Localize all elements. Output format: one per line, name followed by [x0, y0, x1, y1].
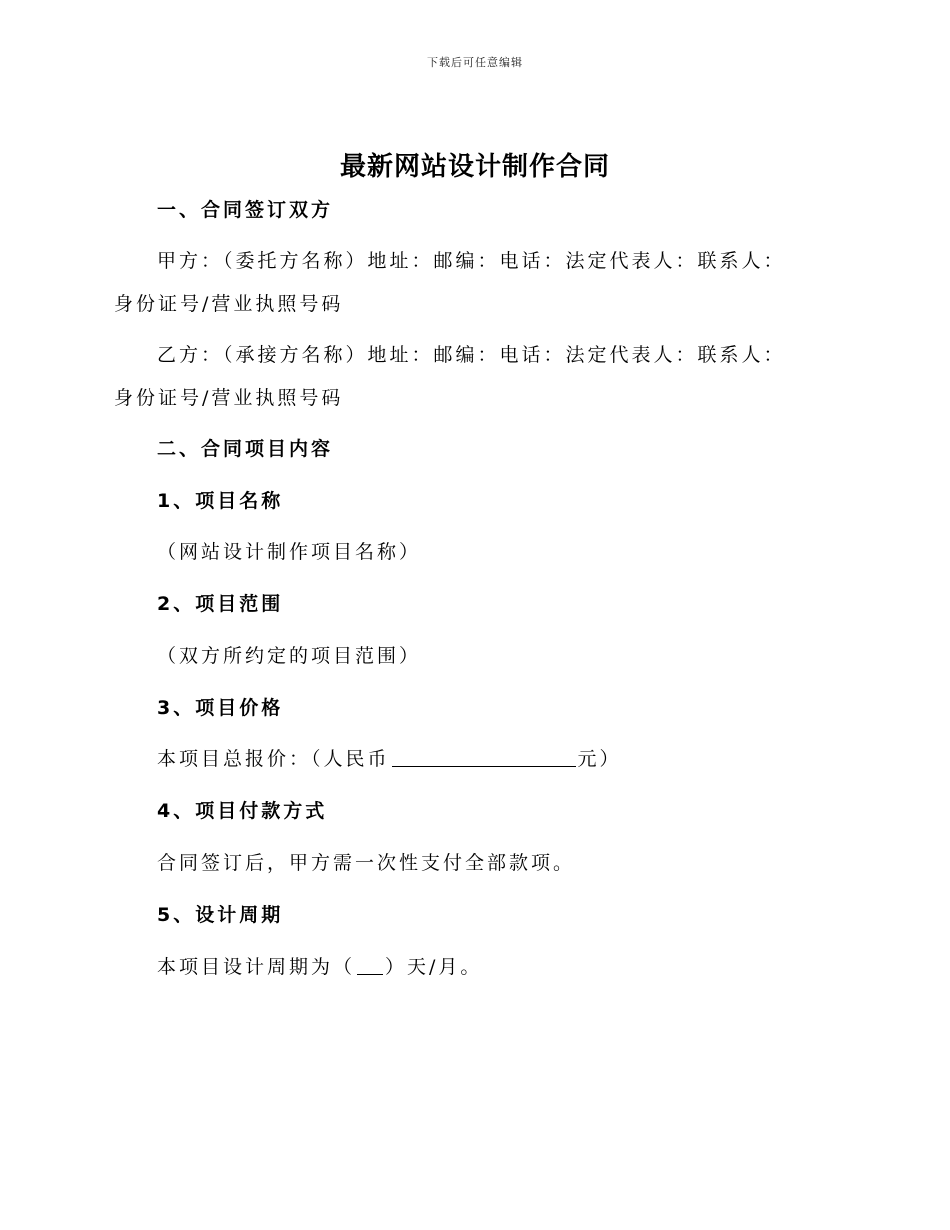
item4-heading: 4、项目付款方式: [157, 800, 328, 822]
item3-text-prefix: 本项目总报价：（人民币: [157, 748, 390, 770]
item3-text-suffix: 元）: [577, 748, 622, 770]
section1-heading: 一、合同签订双方: [157, 199, 334, 221]
header-note: 下载后可任意编辑: [427, 56, 523, 69]
item4-text: 合同签订后，甲方需一次性支付全部款项。: [157, 852, 576, 874]
item2-text: （双方所约定的项目范围）: [157, 645, 422, 667]
item5-text: [157, 952, 482, 979]
party-a-line1: 甲方：（委托方名称）地址：邮编：电话：法定代表人：联系人：: [157, 250, 786, 272]
item5-text-prefix: 本项目设计周期为（: [157, 956, 356, 978]
party-b-line2: 身份证号/营业执照号码: [114, 387, 344, 409]
period-blank: [357, 956, 383, 975]
section2-heading: 二、合同项目内容: [157, 438, 334, 460]
party-a-line2: 身份证号/营业执照号码: [114, 293, 344, 315]
item5-text-suffix: ）天/月。: [385, 956, 483, 978]
item1-text: （网站设计制作项目名称）: [157, 541, 422, 563]
item5-heading: 5、设计周期: [157, 904, 284, 926]
price-blank: [392, 748, 576, 767]
document-title: 最新网站设计制作合同: [339, 152, 610, 182]
item2-heading: 2、项目范围: [157, 593, 284, 615]
party-b-line1: 乙方：（承接方名称）地址：邮编：电话：法定代表人：联系人：: [157, 344, 786, 366]
item3-text: [157, 744, 622, 771]
item3-heading: 3、项目价格: [157, 697, 284, 719]
item1-heading: 1、项目名称: [157, 490, 284, 512]
